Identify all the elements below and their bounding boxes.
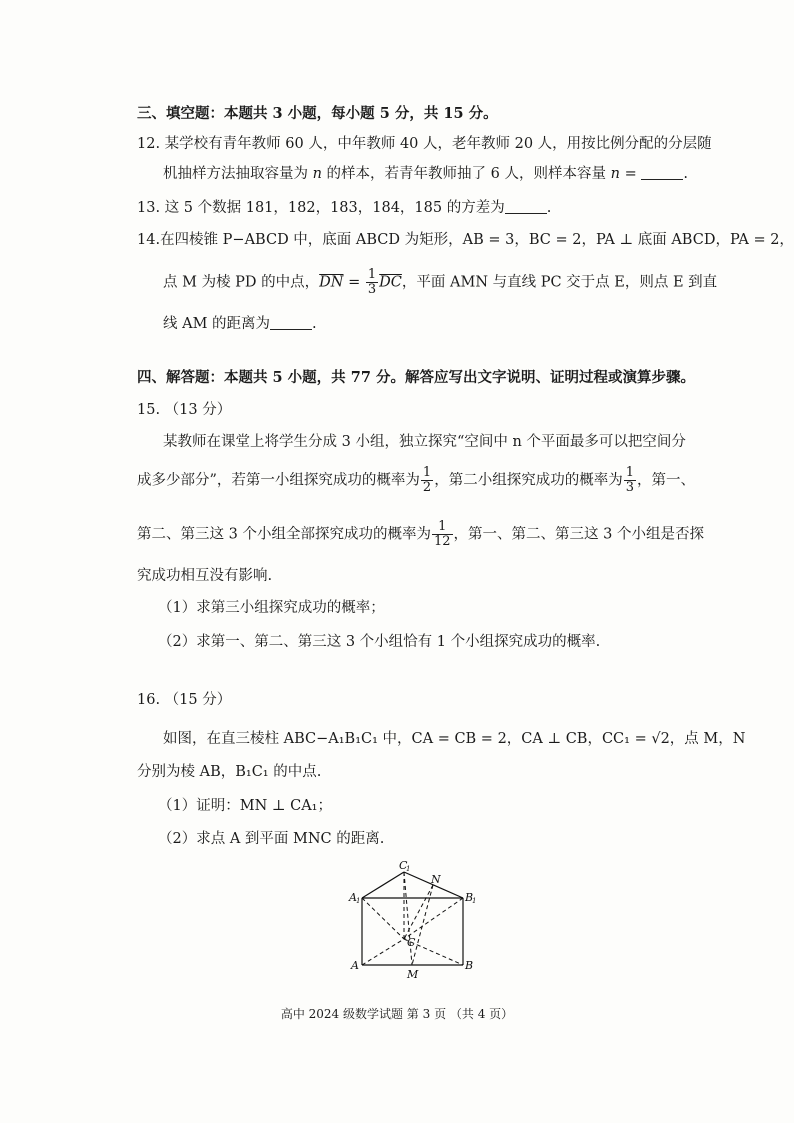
q12-line1 [137, 134, 712, 154]
q15-f3-den: 12 [433, 534, 451, 549]
label-c1: C [399, 859, 408, 872]
q15-text-b: ，第二小组探究成功的概率为 [434, 472, 623, 489]
q15-f1-num: 1 [422, 465, 432, 480]
label-b1-sub: 1 [472, 897, 477, 905]
q14-text-a: 点 M 为棱 PD 的中点， [163, 274, 320, 291]
q12-text-a: 机抽样方法抽取容量为 [163, 166, 313, 182]
q15-f2-num: 1 [625, 465, 634, 480]
q12-text-b: 的样本，若青年教师抽了 6 人，则样本容量 [321, 166, 611, 182]
label-a1-sub: 1 [356, 897, 361, 905]
label-m: M [407, 968, 419, 981]
q14-frac-num: 1 [367, 267, 377, 282]
segment-a1c-hidden [362, 898, 404, 939]
vector-dn: $\overline{DN}$ [319, 274, 344, 291]
q16-subquestion-2: （2）求点 A 到平面 MNC 的距离. [158, 831, 385, 847]
q12-var-n2: n [610, 166, 620, 182]
q15-text-c: ，第一、 [636, 472, 695, 489]
label-b1: B [465, 891, 474, 904]
label-a: A [351, 959, 359, 972]
q14-frac-den: 3 [367, 282, 377, 297]
q15-f1-den: 2 [422, 480, 432, 495]
q15-f2-den: 3 [625, 480, 634, 495]
q15-text-a: 成多少部分”，若第一小组探究成功的概率为 [137, 472, 420, 489]
q16-line1: 如图，在直三棱柱 ABC−A₁B₁C₁ 中，CA = CB = 2，CA ⊥ CB，CC₁ = √2，点 M，N [163, 731, 746, 747]
q15-subquestion-1: （1）求第三小组探究成功的概率； [158, 600, 385, 616]
q15-fraction-2 [624, 466, 636, 495]
q15-fraction-1 [421, 466, 433, 495]
page-footer: 高中 2024 级数学试题 第 3 页 （共 4 页） [280, 1007, 514, 1021]
label-c1-sub: 1 [406, 865, 411, 873]
q14-line2: 点 M 为棱 PD 的中点，$\overline{DN}$ = $\frac{1}{3}$ $\overline{DC}$，平面 AMN 与直线 PC 交于点 E，则点 E 到直 [163, 267, 718, 297]
q13-answer-blank [505, 199, 547, 214]
q15-f3-num: 1 [432, 520, 453, 535]
q16-header: 16. （15 分） [137, 692, 232, 708]
label-n: N [431, 873, 441, 886]
q12-text-line1: 某学校有青年教师 60 人，中年教师 40 人，老年教师 20 人，用按比例分配的分层随 [164, 136, 712, 152]
q15-fraction-3 [432, 520, 453, 549]
q14-text-b: ，平面 AMN 与直线 PC 交于点 E，则点 E 到直 [401, 274, 718, 291]
prism-figure [340, 855, 480, 985]
q13-line: 13. 这 5 个数据 181，182，183，184，185 的方差为 . [137, 200, 552, 216]
q14-text-line1: 在四棱锥 P−ABCD 中，底面 ABCD 为矩形，AB = 3，BC = 2，PA ⊥ 底面 ABCD，PA = 2， [160, 232, 794, 248]
segment-nm-hidden [412, 885, 433, 965]
label-b: B [465, 959, 474, 972]
q16-line2: 分别为棱 AB，B₁C₁ 的中点. [137, 764, 322, 780]
q12-text-d: = [619, 166, 637, 182]
q15-line1: 某教师在课堂上将学生分成 3 小组，独立探究“空间中 n 个平面最多可以把空间分 [163, 434, 686, 450]
q13-number: 13. [137, 200, 161, 216]
q12-var-n: n [312, 166, 322, 182]
edge-a1c1 [362, 872, 404, 898]
q14-number: 14. [137, 232, 161, 248]
q14-answer-blank [270, 315, 312, 330]
q13-text: 这 5 个数据 181，182，183，184，185 的方差为 [164, 200, 505, 216]
q15-line2 [137, 466, 695, 495]
edge-ac-hidden [362, 939, 404, 965]
q14-text-line3: 线 AM 的距离为 [163, 316, 271, 332]
label-c: C [407, 936, 416, 949]
q14-fraction [366, 268, 378, 297]
vector-dc: $\overline{DC}$ [379, 274, 402, 291]
q15-line4: 究成功相互没有影响. [137, 568, 273, 584]
q14-line1 [137, 230, 794, 250]
q15-line3 [137, 520, 704, 549]
q12-answer-blank [641, 165, 683, 180]
q14-line3: 线 AM 的距离为 . [163, 316, 317, 332]
label-a1: A [349, 891, 357, 904]
q15-text-line3a: 第二、第三这 3 个小组全部探究成功的概率为 [137, 526, 431, 543]
q15-subquestion-2: （2）求第一、第二、第三这 3 个小组恰有 1 个小组探究成功的概率. [158, 634, 601, 650]
section4-heading: 四、解答题：本题共 5 小题，共 77 分。解答应写出文字说明、证明过程或演算步骤。 [137, 369, 695, 386]
q16-subquestion-1: （1）证明：MN ⊥ CA₁； [158, 798, 332, 814]
segment-b1c-hidden [404, 898, 463, 939]
q12-line2: 机抽样方法抽取容量为 n 的样本，若青年教师抽了 6 人，则样本容量 n = . [163, 166, 688, 182]
q12-number: 12. [137, 136, 161, 152]
section3-heading: 三、填空题：本题共 3 小题，每小题 5 分，共 15 分。 [137, 105, 498, 122]
segment-nc-hidden [404, 885, 433, 939]
q15-text-line3b: ，第一、第二、第三这 3 个小组是否探 [453, 526, 704, 543]
segment-c1m-hidden [404, 872, 412, 965]
q15-header: 15. （13 分） [137, 402, 232, 418]
